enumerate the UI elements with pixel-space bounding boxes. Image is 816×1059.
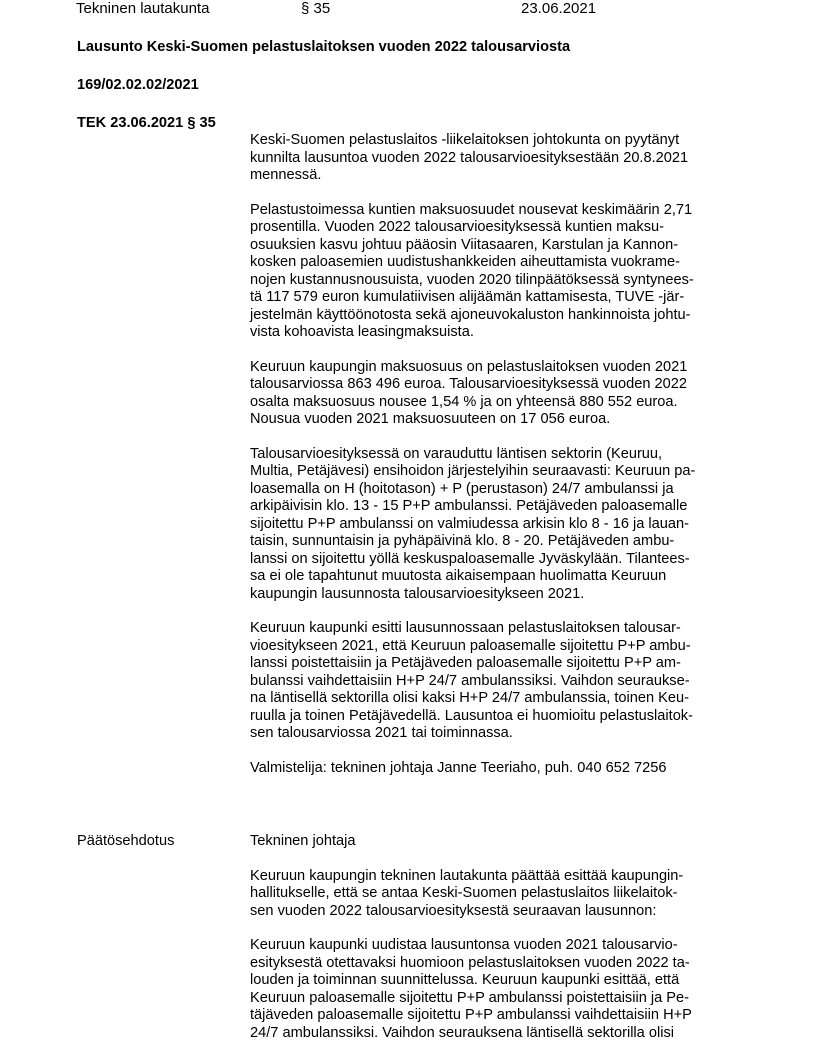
meeting-reference: TEK 23.06.2021 § 35 bbox=[77, 115, 216, 131]
body-text bbox=[250, 132, 750, 777]
body-paragraph: Keuruun kaupunki esitti lausunnossaan pelastuslaitoksen talousar- vioesitykseen 2021, että Keuruun paloasemalle sijoitettu P+P ambu- lanssi poistettaisiin ja Petäjäveden paloasemalle sijoitettu P+P am- bulanssi vaihdettaisiin H+P 24/7 ambulanssiksi. Vaihdon seuraukse- na läntisellä sektorilla olisi kaksi H+P 24/7 ambulanssia, toinen Keu- ruulla ja toinen Petäjävedellä. Lausuntoa ei huomioitu pelastuslaitok- sen talousarviossa 2021 tai toiminnassa. bbox=[250, 620, 693, 741]
meeting-date: 23.06.2021 bbox=[521, 0, 597, 17]
document-title: Lausunto Keski-Suomen pelastuslaitoksen vuoden 2022 talousarviosta bbox=[77, 39, 571, 55]
body-paragraph: Pelastustoimessa kuntien maksuosuudet nousevat keskimäärin 2,71 prosentilla. Vuoden 2022 talousarvioesityksessä kuntien maksu- osuuksien kasvu johtuu pääosin Viitasaaren, Karstulan ja Kannon- kosken paloasemien uudistushankkeiden aiheuttamista vuokrame- nojen kustannusnousuista, vuoden 2020 tilinpäätöksessä syntynees- tä 117 579 euron kumulatiivisen alijäämän kattamisesta, TUVE -jär- jestelmän käyttöönotosta sekä ajoneuvokaluston hankinnoista johtu- vista kohoavista leasingmaksuista. bbox=[250, 201, 694, 340]
decision-label: Päätösehdotus bbox=[77, 833, 175, 849]
body-paragraph: Keuruun kaupungin maksuosuus on pelastuslaitoksen vuoden 2021 talousarviossa 863 496 euroa. Talousarvioesityksessä vuoden 2022 osalta maksuosuus nousee 1,54 % ja on yhteensä 880 552 euroa. Nousua vuoden 2021 maksuosuuteen on 17 056 euroa. bbox=[250, 358, 688, 427]
body-paragraph: Keski-Suomen pelastuslaitos -liikelaitoksen johtokunta on pyytänyt kunnilta lausuntoa vuoden 2022 talousarvioesityksestään 20.8.2021 mennessä. bbox=[250, 132, 689, 183]
body-paragraph: Talousarvioesityksessä on varauduttu läntisen sektorin (Keuruu, Multia, Petäjävesi) ensihoidon järjestelyihin seuraavasti: Keuruun pa- loasemalla on H (hoitotason) + P (perustason) 24/7 ambulanssi ja arkipäivisin klo. 13 - 15 P+P ambulanssi. Petäjäveden paloasemalle sijoitettu P+P ambulanssi on valmiudessa arkisin klo 8 - 16 ja lauan- taisin, sunnuntaisin ja pyhäpäivinä klo. 8 - 20. Petäjäveden ambu- lanssi on sijoitettu yöllä keskuspaloasemalle Jyväskylään. Tilantees- sa ei ole tapahtunut muutosta aikaisempaan huolimatta Keuruun kaupungin lausunnosta talousarvioesitykseen 2021. bbox=[250, 445, 696, 602]
preparer-line: Valmistelija: tekninen johtaja Janne Teeriaho, puh. 040 652 7256 bbox=[250, 759, 667, 776]
document-header bbox=[0, 0, 816, 20]
section-number: § 35 bbox=[301, 0, 331, 17]
document-number: 169/02.02.02/2021 bbox=[77, 77, 199, 93]
decision-paragraph: Keuruun kaupungin tekninen lautakunta päättää esittää kaupungin- hallitukselle, että se antaa Keski-Suomen pelastuslaitos liikelaitok- sen vuoden 2022 talousarvioesityksestä seuraavan lausunnon: bbox=[250, 867, 684, 919]
department-name: Tekninen lautakunta bbox=[76, 0, 210, 17]
decision-text bbox=[250, 833, 750, 1059]
decision-author: Tekninen johtaja bbox=[250, 833, 356, 849]
decision-paragraph: Keuruun kaupunki uudistaa lausuntonsa vuoden 2021 talousarvio- esityksestä otettavaksi huomioon pelastuslaitoksen vuoden 2022 ta- louden ja toiminnan suunnittelussa. Keuruun kaupunki esittää, että Keuruun paloasemalle sijoitettu P+P ambulanssi poistettaisiin ja Pe- täjäveden paloasemalle sijoitettu P+P ambulanssi vaihdettaisiin H+P 24/7 ambulanssiksi. Vaihdon seurauksena läntisellä sektorilla olisi bbox=[250, 937, 692, 1041]
